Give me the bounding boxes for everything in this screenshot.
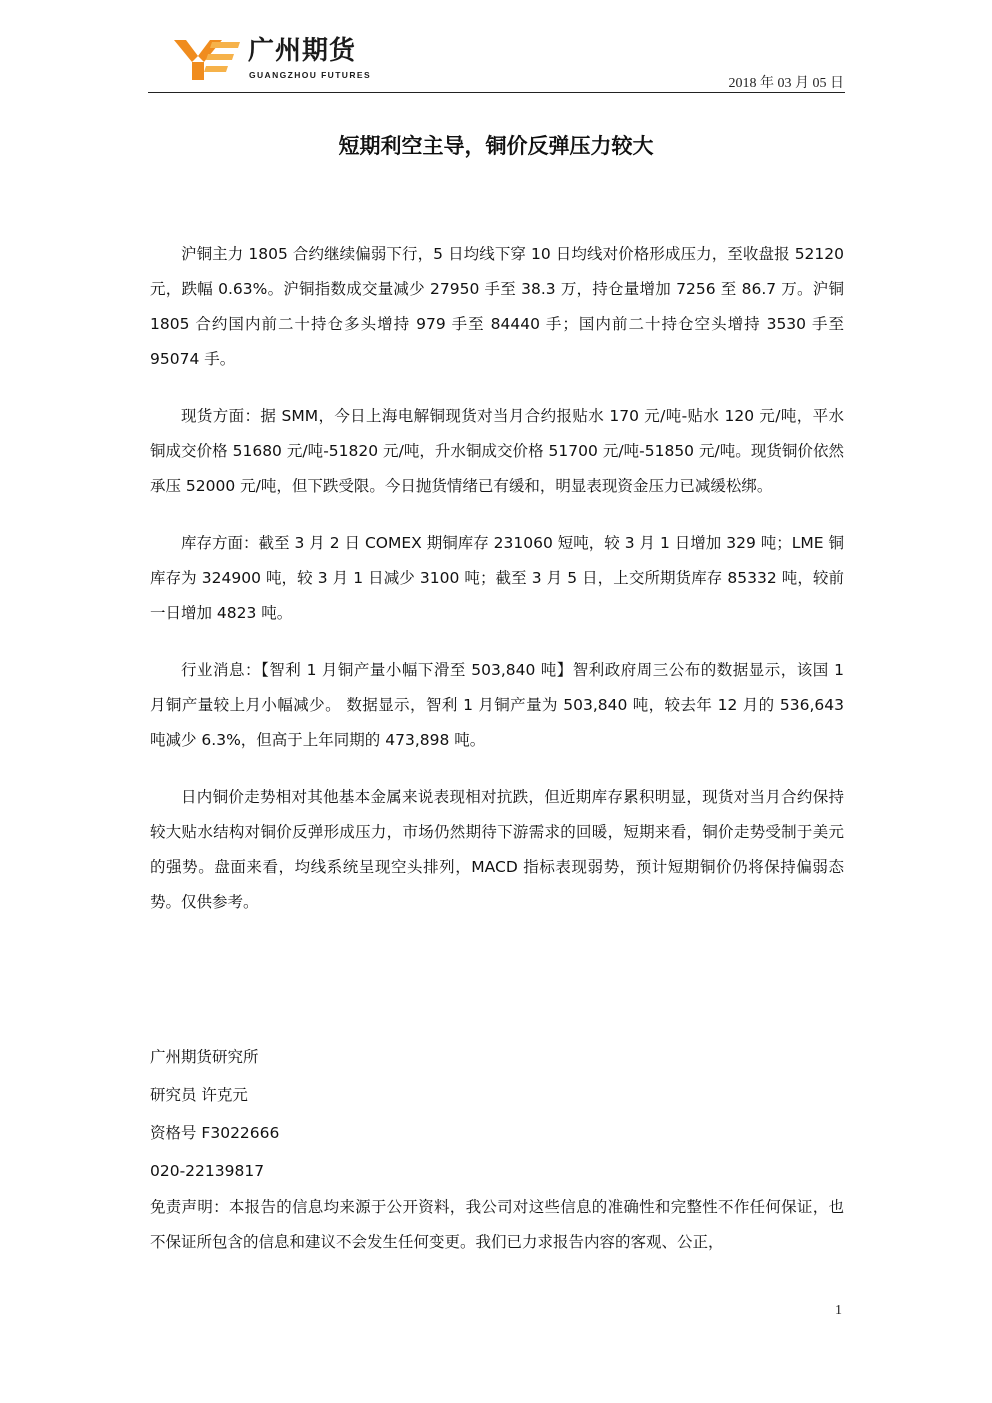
paragraph-market-overview: 沪铜主力 1805 合约继续偏弱下行，5 日均线下穿 10 日均线对价格形成压力，至收盘报 52120 元，跌幅 0.63%。沪铜指数成交量减少 27950 手至 38.3 万，持仓量增加 7256 至 86.7 万。沪铜 1805 合约国内前二十持仓多头增持 979 手至 84440 手；国内前二十持仓空头增持 3530 手至 95074 手。 bbox=[150, 245, 844, 368]
report-title: 短期利空主导，铜价反弹压力较大 bbox=[338, 134, 654, 158]
signature-researcher: 研究员 许克元 bbox=[150, 1086, 248, 1104]
signature-phone: 020-22139817 bbox=[150, 1162, 265, 1180]
signature-license: 资格号 F3022666 bbox=[150, 1124, 280, 1142]
paragraph-inventory: 库存方面：截至 3 月 2 日 COMEX 期铜库存 231060 短吨，较 3 月 1 日增加 329 吨；LME 铜库存为 324900 吨，较 3 月 1 日减少 3100 吨；截至 3 月 5 日，上交所期货库存 85332 吨，较前一日增加 4823 吨。 bbox=[150, 534, 844, 622]
header-divider bbox=[148, 92, 845, 93]
page-number: 1 bbox=[835, 1303, 842, 1318]
page-header bbox=[0, 0, 992, 100]
disclaimer: 免责声明：本报告的信息均来源于公开资料，我公司对这些信息的准确性和完整性不作任何保证，也不保证所包含的信息和建议不会发生任何变更。我们已力求报告内容的客观、公正， bbox=[150, 1198, 844, 1251]
paragraph-spot: 现货方面：据 SMM，今日上海电解铜现货对当月合约报贴水 170 元/吨-贴水 120 元/吨，平水铜成交价格 51680 元/吨-51820 元/吨，升水铜成交价格 51700 元/吨-51850 元/吨。现货铜价依然承压 52000 元/吨，但下跌受限。今日抛货情绪已有缓和，明显表现资金压力已减缓松绑。 bbox=[150, 407, 844, 495]
signature-org: 广州期货研究所 bbox=[150, 1048, 259, 1066]
report-body bbox=[150, 237, 844, 942]
paragraph-outlook: 日内铜价走势相对其他基本金属来说表现相对抗跌，但近期库存累积明显，现货对当月合约保持较大贴水结构对铜价反弹形成压力，市场仍然期待下游需求的回暖，短期来看，铜价走势受制于美元的强势。盘面来看，均线系统呈现空头排列，MACD 指标表现弱势，预计短期铜价仍将保持偏弱态势。仅供参考。 bbox=[150, 788, 844, 911]
logo-english-text: GUANGZHOU FUTURES bbox=[249, 70, 372, 80]
logo-chinese-text: 广州期货 bbox=[248, 36, 357, 66]
guangzhou-futures-logo-icon bbox=[172, 36, 242, 82]
signature-block bbox=[150, 1038, 844, 1260]
paragraph-industry-news: 行业消息：【智利 1 月铜产量小幅下滑至 503,840 吨】智利政府周三公布的数据显示，该国 1 月铜产量较上月小幅减少。 数据显示，智利 1 月铜产量为 503,840 吨，较去年 12 月的 536,643 吨减少 6.3%，但高于上年同期的 473,898 吨。 bbox=[150, 661, 844, 749]
report-date: 2018 年 03 月 05 日 bbox=[728, 76, 844, 91]
